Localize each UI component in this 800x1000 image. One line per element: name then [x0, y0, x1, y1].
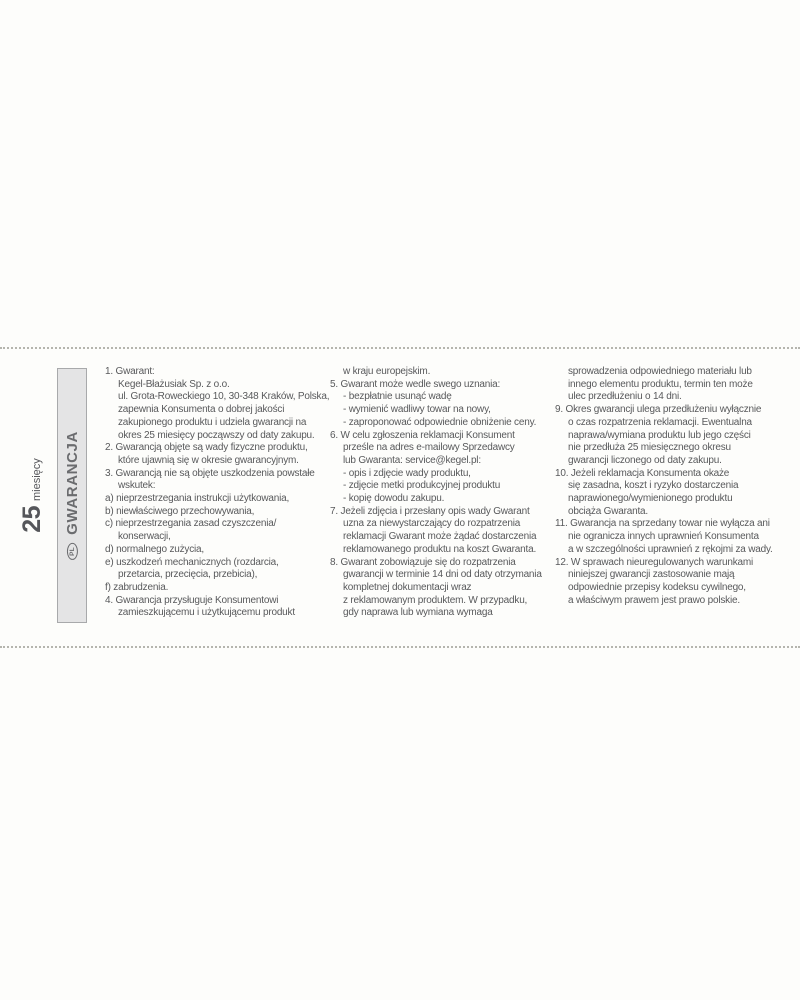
- terms-line: naprawionego/wymienionego produktu: [568, 493, 733, 505]
- warranty-duration-text: [18, 458, 47, 533]
- terms-line: innego elementu produktu, termin ten może: [568, 378, 753, 390]
- terms-line: niniejszej gwarancji zastosowanie mają: [568, 569, 735, 581]
- terms-line: się zasadna, koszt i ryzyko dostarczenia: [568, 480, 739, 492]
- terms-line: 9. Okres gwarancji ulega przedłużeniu wyłącznie: [555, 404, 762, 416]
- terms-line: a właściwym prawem jest prawo polskie.: [568, 594, 740, 606]
- cut-line-bottom: [0, 646, 800, 648]
- warranty-banner: [57, 368, 87, 623]
- terms-line: w kraju europejskim.: [343, 366, 431, 377]
- terms-line: naprawa/wymiana produktu lub jego części: [568, 429, 751, 441]
- terms-line: - opis i zdjęcie wady produktu,: [343, 467, 471, 479]
- terms-line: gdy naprawa lub wymiana wymaga: [343, 607, 493, 619]
- terms-line: - zdjęcie metki produkcyjnej produktu: [343, 480, 501, 492]
- terms-line: odpowiednie przepisy kodeksu cywilnego,: [568, 581, 746, 593]
- terms-line: - wymienić wadliwy towar na nowy,: [343, 404, 491, 416]
- terms-line: - zaproponować odpowiednie obniżenie ceny.: [343, 416, 537, 428]
- terms-line: 12. W sprawach nieuregulowanych warunkami: [555, 556, 754, 568]
- terms-line: e) uszkodzeń mechanicznych (rozdarcia,: [105, 556, 279, 568]
- terms-column-1: [105, 366, 331, 620]
- terms-line: 3. Gwarancją nie są objęte uszkodzenia powstałe: [105, 467, 315, 479]
- warranty-banner-text: [64, 431, 81, 560]
- terms-line: sprowadzenia odpowiedniego materiału lub: [568, 366, 752, 377]
- terms-line: f) zabrudzenia.: [105, 581, 169, 593]
- duration-unit: miesięcy: [30, 458, 43, 501]
- terms-line: 11. Gwarancja na sprzedany towar nie wyłącza ani: [555, 518, 770, 530]
- terms-line: - bezpłatnie usunąć wadę: [343, 391, 452, 403]
- terms-line: o czas rozpatrzenia reklamacji. Ewentualna: [568, 416, 752, 428]
- terms-line: zakupionego produktu i udziela gwarancji na: [118, 416, 307, 428]
- terms-line: d) normalnego zużycia,: [105, 543, 204, 555]
- terms-line: uzna za niewystarczający do rozpatrzenia: [343, 518, 521, 530]
- terms-line: 6. W celu zgłoszenia reklamacji Konsument: [330, 429, 515, 441]
- terms-line: b) niewłaściwego przechowywania,: [105, 505, 255, 517]
- terms-line: nie przedłuża 25 miesięcznego okresu: [568, 442, 731, 454]
- terms-line: obciąża Gwaranta.: [568, 505, 648, 517]
- terms-line: reklamowanego produktu na koszt Gwaranta.: [343, 543, 537, 555]
- duration-number: 25: [17, 505, 46, 533]
- terms-column-3: [555, 366, 795, 607]
- terms-line: 1. Gwarant:: [105, 366, 155, 377]
- terms-line: Kegel-Błażusiak Sp. z o.o.: [118, 378, 230, 390]
- terms-line: a) nieprzestrzegania instrukcji użytkowania,: [105, 493, 290, 505]
- terms-line: gwarancji liczonego od daty zakupu.: [568, 454, 722, 466]
- terms-line: zapewnia Konsumenta o dobrej jakości: [118, 404, 285, 416]
- terms-column-2: [330, 366, 556, 620]
- warranty-duration: [10, 368, 54, 623]
- terms-line: 8. Gwarant zobowiązuje się do rozpatrzenia: [330, 556, 516, 568]
- terms-line: które ujawnią się w okresie gwarancyjnym.: [118, 454, 299, 466]
- terms-line: 4. Gwarancja przysługuje Konsumentowi: [105, 594, 279, 606]
- terms-line: 10. Jeżeli reklamacja Konsumenta okaże: [555, 467, 730, 479]
- terms-line: c) nieprzestrzegania zasad czyszczenia/: [105, 518, 277, 530]
- terms-line: gwarancji w terminie 14 dni od daty otrzymania: [343, 569, 542, 581]
- terms-line: zamieszkującemu i użytkującemu produkt: [118, 607, 295, 619]
- terms-line: nie ogranicza innych uprawnień Konsumenta: [568, 531, 759, 543]
- terms-line: 5. Gwarant może wedle swego uznania:: [330, 378, 501, 390]
- terms-line: okres 25 miesięcy począwszy od daty zakupu.: [118, 429, 315, 441]
- terms-line: ul. Grota-Roweckiego 10, 30-348 Kraków, Polska,: [118, 391, 330, 403]
- terms-line: prześle na adres e-mailowy Sprzedawcy: [343, 442, 515, 454]
- terms-line: 2. Gwarancją objęte są wady fizyczne produktu,: [105, 442, 308, 454]
- terms-line: reklamacji Gwarant może żądać dostarczenia: [343, 531, 537, 543]
- terms-line: - kopię dowodu zakupu.: [343, 493, 445, 505]
- terms-line: przetarcia, przecięcia, przebicia),: [118, 569, 258, 581]
- terms-line: konserwacji,: [118, 531, 171, 543]
- terms-line: z reklamowanym produktem. W przypadku,: [343, 594, 528, 606]
- banner-title: GWARANCJA: [63, 431, 81, 535]
- terms-line: wskutek:: [118, 480, 156, 492]
- terms-line: kompletnej dokumentacji wraz: [343, 581, 472, 593]
- terms-line: a w szczególności uprawnień z rękojmi za wady.: [568, 543, 773, 555]
- terms-line: 7. Jeżeli zdjęcia i przesłany opis wady Gwarant: [330, 505, 530, 517]
- cut-line-top: [0, 347, 800, 349]
- pl-language-icon: PL: [67, 543, 78, 560]
- terms-line: ulec przedłużeniu o 14 dni.: [568, 391, 682, 403]
- terms-line: lub Gwaranta: service@kegel.pl:: [343, 454, 481, 466]
